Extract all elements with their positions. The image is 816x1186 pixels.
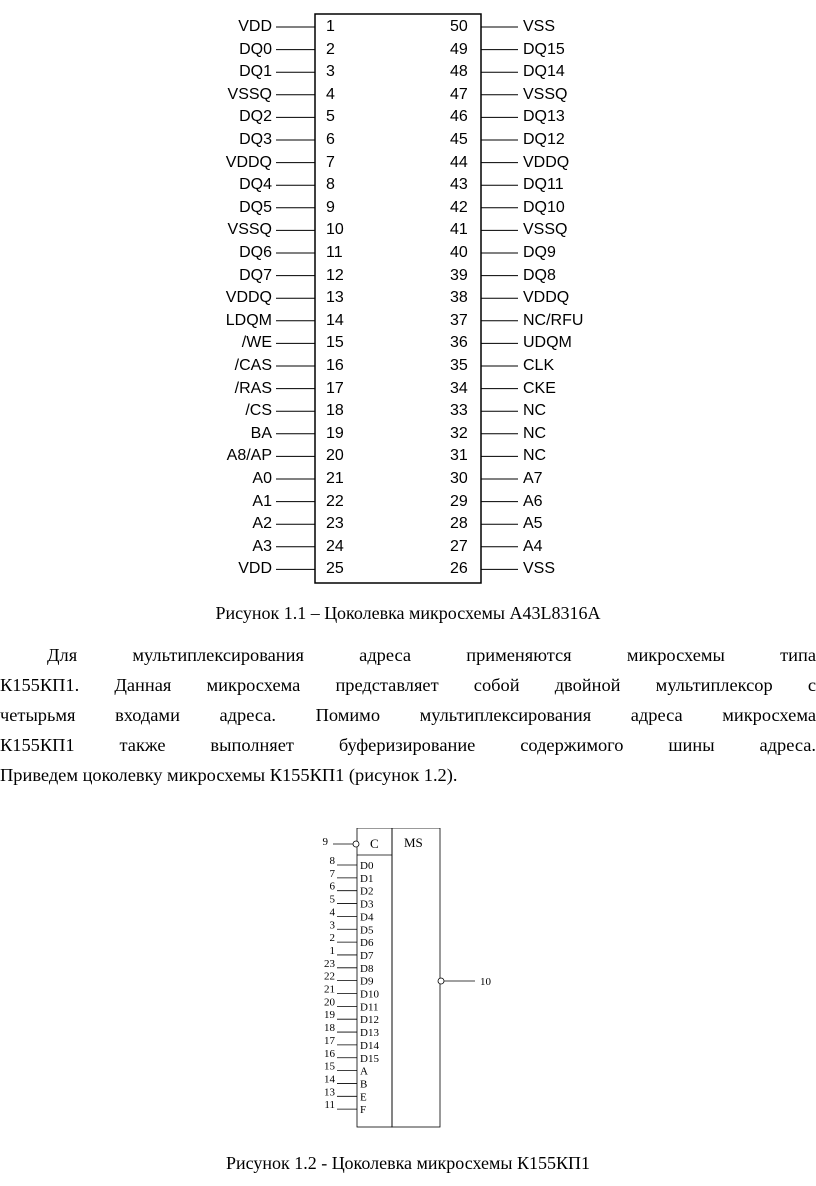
chip-a43l8316a-outline	[0, 0, 816, 590]
pin-name-right: VSS	[523, 560, 556, 578]
input-pin-label: D14	[360, 1039, 379, 1052]
clock-inversion-bubble	[353, 841, 359, 847]
pin-name-left: DQ2	[239, 108, 272, 126]
input-pin-number: 18	[324, 1022, 335, 1035]
input-pin-number: 16	[324, 1047, 335, 1060]
pin-number-left: 10	[326, 221, 344, 239]
input-pin-number: 3	[329, 919, 335, 932]
pin-name-left: DQ7	[239, 266, 272, 284]
pin-name-right: A6	[523, 492, 543, 510]
pin-number-right: 38	[450, 289, 468, 307]
pin-number-right: 30	[450, 470, 468, 487]
pin-name-left: DQ1	[239, 63, 272, 81]
pin-name-left: DQ3	[239, 131, 272, 148]
input-pin-label: D2	[360, 885, 374, 898]
pin-number-right: 44	[450, 153, 468, 171]
pin-number-left: 18	[326, 402, 344, 420]
pin-number-left: 14	[326, 311, 344, 329]
pin-name-left: /RAS	[234, 379, 272, 397]
pin-number-right: 27	[450, 537, 468, 555]
input-pin-number: 14	[324, 1073, 335, 1086]
body-paragraph	[0, 640, 816, 790]
input-pin-number: 5	[329, 893, 335, 906]
pin-number-left: 2	[326, 40, 335, 58]
pin-name-left: /CAS	[234, 357, 272, 374]
pin-name-left: A3	[252, 537, 272, 555]
input-pin-label: F	[360, 1104, 367, 1117]
function-label: MS	[404, 835, 423, 850]
pin-number-left: 1	[326, 18, 335, 35]
figure-1-1-caption: Рисунок 1.1 – Цоколевка микросхемы A43L8316A	[215, 603, 601, 623]
pin-name-right: DQ9	[523, 244, 556, 261]
input-pin-label: E	[360, 1091, 367, 1104]
chip2-right-column	[392, 828, 440, 1127]
pin-name-right: CKE	[523, 379, 556, 397]
pin-name-left: /WE	[241, 334, 272, 352]
input-pin-number: 8	[329, 855, 335, 867]
input-pin-number: 23	[324, 957, 335, 970]
figure-1-2-caption: Рисунок 1.2 - Цоколевка микросхемы К155КП1	[225, 1153, 591, 1173]
pin-name-left: /CS	[245, 402, 272, 420]
input-pin-label: D10	[360, 988, 379, 1001]
input-pin-label: D7	[360, 949, 374, 962]
pin-number-right: 45	[450, 131, 468, 148]
pin-name-right: NC	[523, 424, 547, 442]
paragraph-line: Приведем цоколевку микросхемы К155КП1 (рисунок 1.2).	[0, 765, 458, 785]
pin-number-left: 3	[326, 63, 335, 81]
input-pin-number: 1	[329, 944, 335, 957]
pin-name-right: A7	[523, 470, 543, 487]
paragraph-line: К155КП1 также выполняет буферизирование содержимого шины адреса.	[0, 735, 816, 755]
pin-name-left: DQ4	[239, 176, 272, 194]
clock-pin-number: 9	[322, 836, 328, 848]
pin-name-left: VSSQ	[227, 221, 272, 239]
pin-name-right: VSSQ	[523, 85, 568, 103]
output-pin-number: 10	[480, 976, 491, 988]
pin-name-right: DQ8	[523, 266, 556, 284]
input-pin-number: 22	[324, 970, 335, 983]
pin-number-right: 34	[450, 379, 468, 397]
pin-number-right: 36	[450, 334, 468, 352]
pin-number-right: 49	[450, 40, 468, 58]
pin-name-left: DQ6	[239, 244, 272, 261]
pin-number-left: 4	[326, 85, 335, 103]
pin-number-right: 32	[450, 424, 468, 442]
pin-name-left: A0	[252, 470, 272, 487]
input-pin-label: B	[360, 1078, 368, 1091]
pin-name-left: DQ5	[239, 198, 272, 216]
pin-name-left: A2	[252, 515, 272, 533]
pin-name-left: VSSQ	[227, 85, 272, 103]
clock-label: C	[370, 836, 379, 851]
input-pin-label: D6	[360, 937, 374, 950]
pin-number-left: 19	[326, 424, 344, 442]
pin-number-left: 21	[326, 470, 344, 487]
pin-number-left: 16	[326, 357, 344, 374]
pin-name-left: VDD	[238, 560, 272, 578]
input-pin-number: 6	[329, 880, 335, 893]
pin-number-left: 23	[326, 515, 344, 533]
input-pin-label: D12	[360, 1014, 379, 1027]
pin-name-right: NC	[523, 402, 547, 420]
figure-1-1-pinout	[0, 0, 816, 590]
input-pin-number: 21	[324, 983, 335, 996]
input-pin-label: D4	[360, 911, 374, 924]
input-pin-label: D0	[360, 860, 374, 872]
input-pin-number: 17	[324, 1034, 335, 1047]
pin-name-right: VSSQ	[523, 221, 568, 239]
input-pin-number: 15	[324, 1060, 335, 1073]
figure-1-2-pinout	[300, 828, 520, 1138]
pin-number-right: 26	[450, 560, 468, 578]
pin-number-right: 40	[450, 244, 468, 261]
pin-name-right: VDDQ	[523, 289, 570, 307]
pin-number-left: 8	[326, 176, 335, 194]
input-pin-label: D13	[360, 1027, 379, 1040]
pin-name-right: CLK	[523, 357, 555, 374]
pin-name-left: BA	[250, 424, 272, 442]
pin-number-right: 41	[450, 221, 468, 239]
pin-name-left: LDQM	[225, 311, 272, 329]
input-pin-label: A	[360, 1065, 368, 1078]
pin-number-right: 37	[450, 311, 468, 329]
input-pin-label: D1	[360, 872, 374, 885]
pin-number-left: 13	[326, 289, 344, 307]
chip-k155kp1-symbol	[300, 828, 520, 1138]
pin-name-right: DQ14	[523, 63, 565, 81]
input-pin-label: D3	[360, 898, 374, 911]
pin-name-right: NC	[523, 447, 547, 465]
pin-name-right: VDDQ	[523, 153, 570, 171]
pin-name-right: VSS	[523, 18, 556, 35]
output-inversion-bubble	[438, 978, 444, 984]
pin-number-right: 47	[450, 85, 468, 103]
pin-number-right: 50	[450, 18, 468, 35]
pin-number-right: 29	[450, 492, 468, 510]
input-pin-label: D8	[360, 962, 374, 975]
pin-name-right: DQ10	[523, 198, 565, 216]
input-pin-number: 13	[324, 1086, 335, 1099]
input-pin-label: D11	[360, 1001, 379, 1014]
paragraph-line: четырьмя входами адреса. Помимо мультиплексирования адреса микросхема	[0, 705, 816, 725]
input-pin-label: D15	[360, 1052, 379, 1065]
pin-name-right: UDQM	[523, 334, 572, 352]
input-pin-number: 11	[324, 1099, 335, 1112]
paragraph-line: Для мультиплексирования адреса применяются микросхемы типа	[47, 645, 816, 665]
pin-number-left: 11	[326, 244, 343, 261]
pin-name-right: DQ12	[523, 131, 565, 148]
pin-number-left: 22	[326, 492, 344, 510]
pin-number-left: 25	[326, 560, 344, 578]
pin-number-left: 24	[326, 537, 344, 555]
pin-number-left: 6	[326, 131, 335, 148]
pin-number-right: 39	[450, 266, 468, 284]
pin-number-right: 43	[450, 176, 468, 194]
pin-number-left: 7	[326, 153, 335, 171]
pin-name-right: DQ15	[523, 40, 565, 58]
pin-number-left: 12	[326, 266, 344, 284]
pin-name-right: DQ11	[523, 176, 564, 194]
pin-name-right: A5	[523, 515, 543, 533]
pin-number-right: 31	[450, 447, 468, 465]
input-pin-number: 19	[324, 1009, 335, 1022]
input-pin-number: 20	[324, 996, 335, 1009]
pin-name-right: A4	[523, 537, 543, 555]
pin-number-left: 9	[326, 198, 335, 216]
input-pins	[324, 855, 379, 1116]
pin-name-left: VDDQ	[225, 289, 272, 307]
pin-number-left: 17	[326, 379, 344, 397]
pin-number-right: 28	[450, 515, 468, 533]
input-pin-number: 7	[329, 867, 335, 880]
pin-number-right: 35	[450, 357, 468, 374]
paragraph-line: К155КП1. Данная микросхема представляет собой двойной мультиплексор с	[0, 675, 816, 695]
pin-name-left: A8/AP	[226, 447, 272, 465]
pin-name-left: VDDQ	[225, 153, 272, 171]
pin-name-right: NC/RFU	[523, 311, 584, 329]
pin-number-left: 15	[326, 334, 344, 352]
pin-number-right: 46	[450, 108, 468, 126]
pin-number-right: 33	[450, 402, 468, 420]
pin-number-right: 48	[450, 63, 468, 81]
input-pin-number: 2	[329, 932, 335, 945]
pin-name-left: VDD	[238, 18, 272, 35]
pin-name-right: DQ13	[523, 108, 565, 126]
input-pin-label: D5	[360, 924, 374, 937]
pin-number-left: 20	[326, 447, 344, 465]
input-pin-number: 4	[329, 906, 335, 919]
pin-name-left: DQ0	[239, 40, 272, 58]
pin-name-left: A1	[252, 492, 272, 510]
pin-number-right: 42	[450, 198, 468, 216]
pin-number-left: 5	[326, 108, 335, 126]
input-pin-label: D9	[360, 975, 374, 988]
